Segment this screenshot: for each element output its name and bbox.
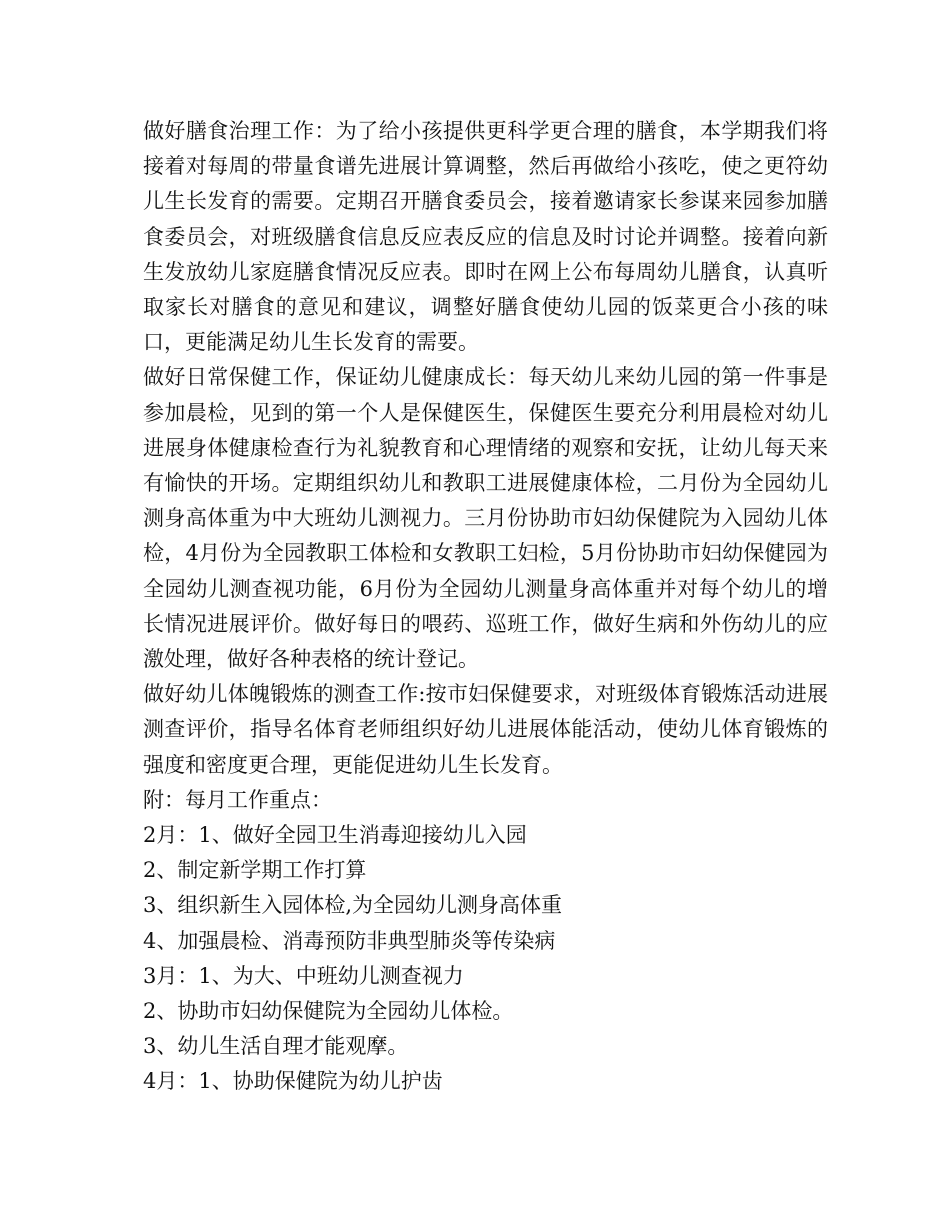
list-item: 4月：1、协助保健院为幼儿护齿 [143, 1069, 443, 1094]
paragraph-physical-exercise: 做好幼儿体魄锻炼的测查工作:按市妇保健要求，对班级体育锻炼活动进展测查评价，指导名体育老师组织好幼儿进展体能活动，使幼儿体育锻炼的强度和密度更合理，更能促进幼儿生长发育。 [143, 682, 828, 777]
list-item: 2月：1、做好全园卫生消毒迎接幼儿入园 [143, 823, 527, 848]
list-item: 2、制定新学期工作打算 [143, 858, 367, 883]
list-item: 2、协助市妇幼保健院为全园幼儿体检。 [143, 999, 514, 1024]
list-item: 3、幼儿生活自理才能观摩。 [143, 1034, 409, 1059]
document-body [143, 114, 828, 1100]
appendix-title: 附：每月工作重点： [143, 787, 332, 812]
list-item: 4、加强晨检、消毒预防非典型肺炎等传染病 [143, 928, 556, 953]
paragraph-diet-management: 做好膳食治理工作：为了给小孩提供更科学更合理的膳食，本学期我们将接着对每周的带量食谱先进展计算调整，然后再做给小孩吃，使之更符幼儿生长发育的需要。定期召开膳食委员会，接着邀请家长参谋来园参加膳食委员会，对班级膳食信息反应表反应的信息及时讨论并调整。接着向新生发放幼儿家庭膳食情况反应表。即时在网上公布每周幼儿膳食，认真听取家长对膳食的意见和建议，调整好膳食使幼儿园的饭菜更合小孩的味口，更能满足幼儿生长发育的需要。 [143, 119, 828, 355]
paragraph-daily-health-care: 做好日常保健工作，保证幼儿健康成长：每天幼儿来幼儿园的第一件事是参加晨检，见到的第一个人是保健医生，保健医生要充分利用晨检对幼儿进展身体健康检查行为礼貌教育和心理情绪的观察和安抚，让幼儿每天来有愉快的开场。定期组织幼儿和教职工进展健康体检，二月份为全园幼儿测身高体重为中大班幼儿测视力。三月份协助市妇幼保健院为入园幼儿体检，4月份为全园教职工体检和女教职工妇检，5月份协助市妇幼保健园为全园幼儿测查视功能，6月份为全园幼儿测量身高体重并对每个幼儿的增长情况进展评价。做好每日的喂药、巡班工作，做好生病和外伤幼儿的应激处理，做好各种表格的统计登记。 [143, 365, 828, 672]
list-item: 3、组织新生入园体检,为全园幼儿测身高体重 [143, 893, 563, 918]
list-item: 3月：1、为大、中班幼儿测查视力 [143, 963, 464, 988]
